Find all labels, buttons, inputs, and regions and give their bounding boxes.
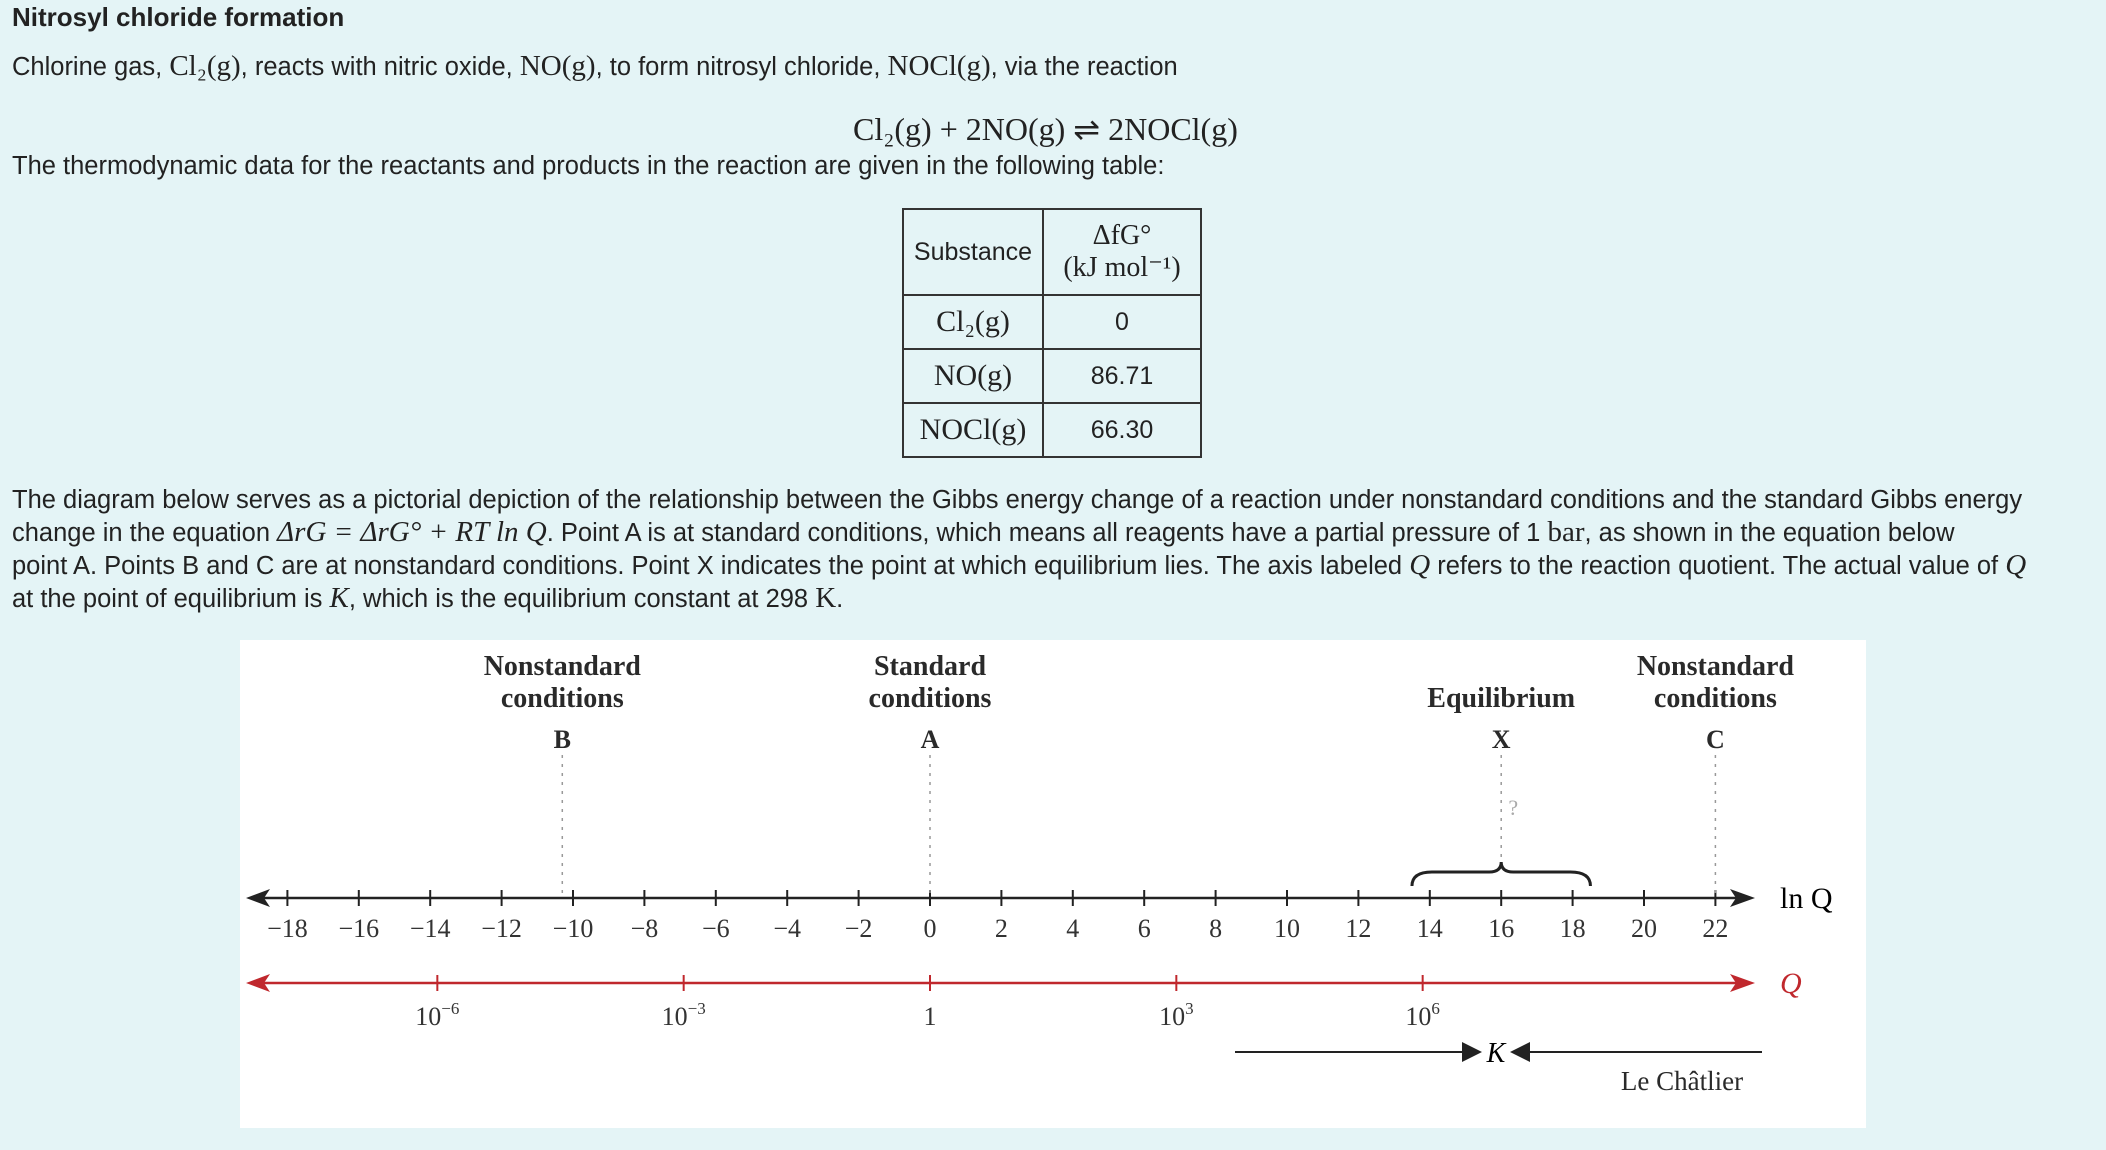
- thermo-table: [902, 208, 1202, 458]
- table-header-substance: Substance: [903, 209, 1043, 295]
- desc-line: [12, 516, 2026, 549]
- desc-line: [12, 549, 2026, 582]
- point-x-letter: X: [1491, 725, 1511, 754]
- gibbs-equation: ΔrG = ΔrG° + RT ln Q: [277, 516, 547, 548]
- bar-unit: bar: [1547, 516, 1585, 548]
- table-cell-substance: NOCl(g): [903, 403, 1043, 457]
- point-a-caption: conditions: [868, 683, 992, 714]
- cl2-formula: Cl₂(g): [169, 50, 241, 82]
- q-tick-label: $10^6$: [1405, 999, 1440, 1031]
- intro-paragraph: [12, 50, 1178, 83]
- intro-text: , reacts with nitric oxide,: [240, 53, 520, 81]
- point-c-caption: Nonstandard: [1636, 651, 1794, 682]
- kelvin-unit: K: [815, 582, 837, 614]
- diagram-description: [12, 484, 2026, 615]
- lnq-tick-label: 8: [1209, 914, 1223, 943]
- lnq-tick-label: −2: [844, 914, 873, 943]
- q-tick-label: 1: [923, 1002, 937, 1031]
- k-label: K: [1486, 1038, 1506, 1069]
- q-tick-label: $10^{-3}$: [661, 999, 706, 1031]
- lnq-tick-label: −4: [773, 914, 802, 943]
- lnq-tick-label: −10: [552, 914, 594, 943]
- lnq-axis-label: ln Q: [1780, 882, 1833, 915]
- no-formula: NO(g): [519, 50, 596, 82]
- gibbs-symbol: ΔfG°: [1092, 220, 1152, 251]
- point-c-letter: C: [1706, 725, 1725, 754]
- point-x-caption: Equilibrium: [1427, 683, 1576, 714]
- lnq-tick-label: −16: [338, 914, 380, 943]
- reaction-equation: Cl₂(g) + 2NO(g) ⇌ 2NOCl(g): [853, 111, 1238, 147]
- desc-line: The diagram below serves as a pictorial depiction of the relationship between the Gibbs energy change of a reaction under nonstandard conditions and the standard Gibbs energy: [12, 486, 2023, 514]
- lnq-tick-label: 6: [1137, 914, 1151, 943]
- lnq-tick-label: 4: [1066, 914, 1080, 943]
- point-b-letter: B: [553, 725, 571, 754]
- desc-text: at the point of equilibrium is: [12, 585, 330, 613]
- intro-text: , via the reaction: [990, 53, 1178, 81]
- desc-text: change in the equation: [12, 519, 278, 547]
- desc-text: . Point A is at standard conditions, which means all reagents have a partial pressure of 1: [546, 519, 1548, 547]
- table-cell-value: 66.30: [1043, 403, 1201, 457]
- point-c-caption: conditions: [1653, 683, 1777, 714]
- lnq-tick-label: 22: [1702, 914, 1729, 943]
- nocl-formula: NOCl(g): [887, 50, 991, 82]
- lnq-tick-label: −8: [630, 914, 659, 943]
- diagram-svg: [240, 640, 1866, 1128]
- table-header-gibbs: [1043, 209, 1201, 295]
- le-chatelier-label: Le Châtlier: [1620, 1066, 1744, 1096]
- lnq-tick-label: 20: [1631, 914, 1657, 943]
- table-intro: The thermodynamic data for the reactants and products in the reaction are given in the following table:: [12, 152, 1165, 180]
- desc-text: point A. Points B and C are at nonstandard conditions. Point X indicates the point at which equilibrium lies. The axis labeled: [12, 552, 1410, 580]
- point-a-caption: Standard: [873, 651, 987, 682]
- k-symbol: K: [329, 582, 349, 614]
- desc-text: , as shown in the equation below: [1584, 519, 1955, 547]
- desc-text: , which is the equilibrium constant at 298: [348, 585, 816, 613]
- desc-text: refers to the reaction quotient. The actual value of: [1430, 552, 2006, 580]
- q-symbol: Q: [2005, 549, 2027, 581]
- q-symbol: Q: [1409, 549, 1431, 581]
- question-mark: ?: [1508, 795, 1519, 820]
- table-cell-value: 0: [1043, 295, 1201, 349]
- point-b-caption: Nonstandard: [483, 651, 641, 682]
- q-axis-label: Q: [1780, 967, 1802, 1000]
- lnq-tick-label: 2: [994, 914, 1008, 943]
- desc-line: [12, 582, 2026, 615]
- table-cell-substance: Cl₂(g): [903, 295, 1043, 349]
- equilibrium-brace: [1412, 862, 1591, 886]
- lnq-tick-label: 10: [1274, 914, 1300, 943]
- lnq-tick-label: −14: [409, 914, 451, 943]
- intro-text: , to form nitrosyl chloride,: [595, 53, 888, 81]
- lnq-tick-label: 0: [923, 914, 937, 943]
- lnq-tick-label: −12: [481, 914, 522, 943]
- lnq-tick-label: −18: [267, 914, 308, 943]
- lnq-tick-label: 18: [1559, 914, 1586, 943]
- intro-text: Chlorine gas,: [12, 53, 170, 81]
- point-a-letter: A: [920, 725, 940, 754]
- lnq-tick-label: 12: [1345, 914, 1372, 943]
- lnq-tick-label: 16: [1488, 914, 1515, 943]
- gibbs-diagram: [240, 640, 1866, 1128]
- desc-text: .: [836, 585, 844, 613]
- gibbs-unit: (kJ mol⁻¹): [1063, 252, 1181, 283]
- lnq-tick-label: −6: [701, 914, 730, 943]
- lnq-tick-label: 14: [1416, 914, 1443, 943]
- q-tick-label: $10^3$: [1159, 999, 1194, 1031]
- point-b-caption: conditions: [500, 683, 624, 714]
- table-cell-substance: NO(g): [903, 349, 1043, 403]
- q-tick-label: $10^{-6}$: [415, 999, 460, 1031]
- table-cell-value: 86.71: [1043, 349, 1201, 403]
- page-title: Nitrosyl chloride formation: [12, 2, 345, 32]
